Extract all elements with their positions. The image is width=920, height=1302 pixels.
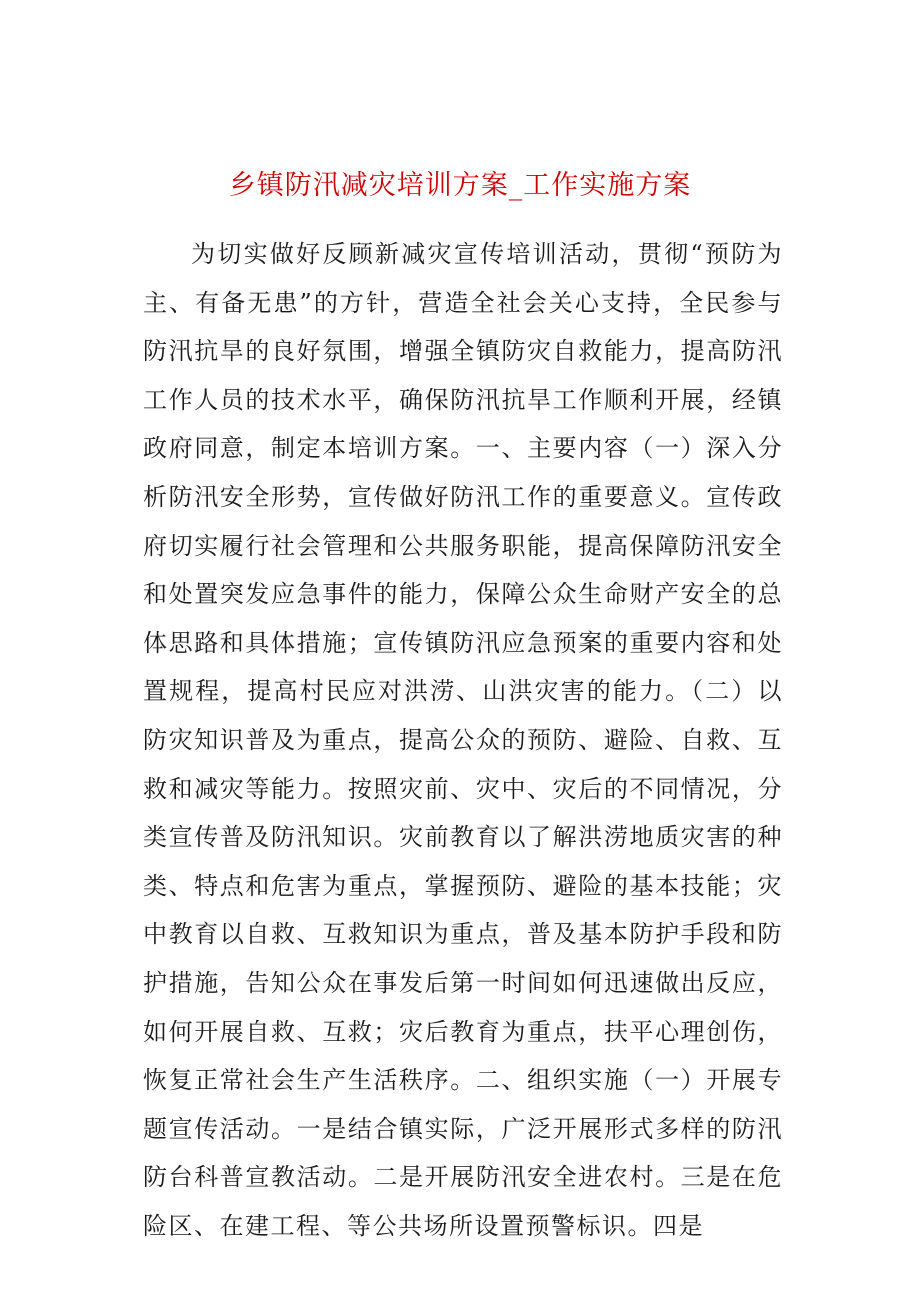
document-title: 乡镇防汛减灾培训方案_工作实施方案	[228, 170, 692, 201]
document-body-paragraph: 为切实做好反顾新减灾宣传培训活动，贯彻“预防为主、有备无患”的方针，营造全社会关心支持，全民参与防汛抗旱的良好氛围，增强全镇防灾自救能力，提高防汛工作人员的技术水平，确保防汛抗旱工作顺利开展，经镇政府同意，制定本培训方案。一、主要内容（一）深入分析防汛安全形势，宣传做好防汛工作的重要意义。宣传政府切实履行社会管理和公共服务职能，提高保障防汛安全和处置突发应急事件的能力，保障公众生命财产安全的总体思路和具体措施；宣传镇防汛应急预案的重要内容和处置规程，提高村民应对洪涝、山洪灾害的能力。（二）以防灾知识普及为重点，提高公众的预防、避险、自救、互救和减灾等能力。按照灾前、灾中、灾后的不同情况，分类宣传普及防汛知识。灾前教育以了解洪涝地质灾害的种类、特点和危害为重点，掌握预防、避险的基本技能；灾中教育以自救、互救知识为重点，普及基本防护手段和防护措施，告知公众在事发后第一时间如何迅速做出反应，如何开展自救、互救；灾后教育为重点，扶平心理创伤，恢复正常社会生产生活秩序。二、组织实施（一）开展专题宣传活动。一是结合镇实际，广泛开展形式多样的防汛防台科普宣教活动。二是开展防汛安全进农村。三是在危险区、在建工程、等公共场所设置预警标识。四是	[143, 240, 783, 1240]
